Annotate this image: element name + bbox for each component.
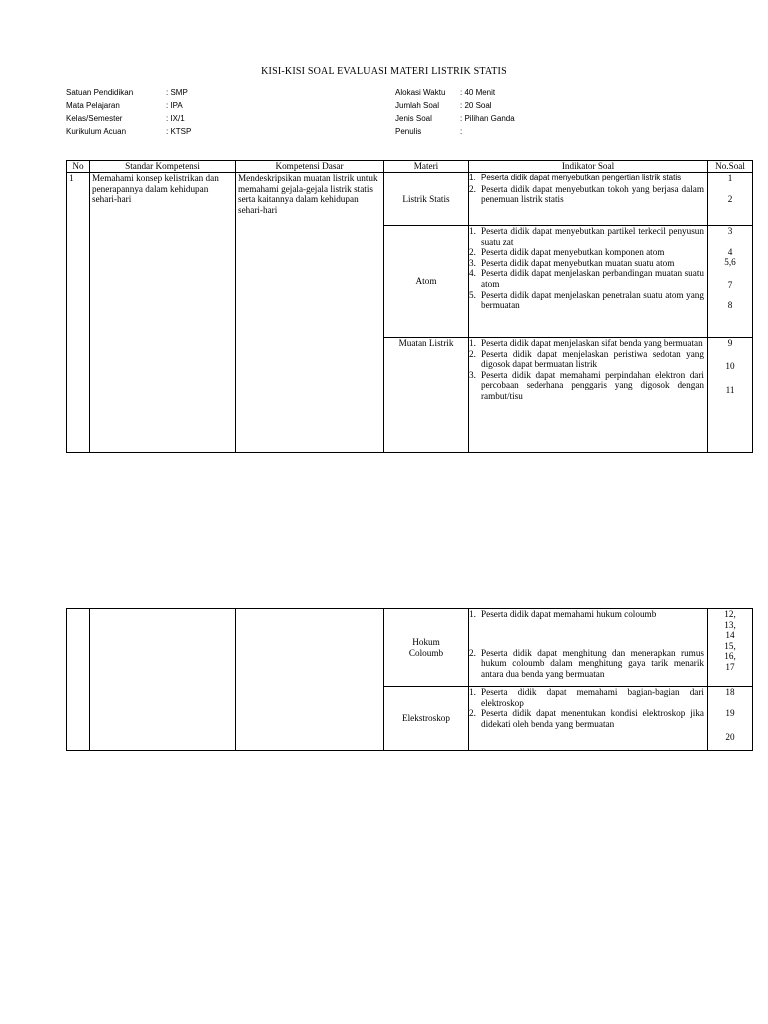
kisi-table-page2 (66, 608, 753, 751)
header-indikator-soal: Indikator Soal (469, 161, 708, 173)
no-soal-value: 18 (725, 687, 735, 697)
indicator-number: 3. (469, 257, 476, 268)
meta-row (395, 125, 515, 138)
no-soal-value: 5,6 (724, 257, 736, 268)
indicator-text: Peserta didik dapat memahami hukum coloumb (481, 609, 657, 619)
indicator-text: Peserta didik dapat menyebutkan partikel terkecil penyusun suatu zat (481, 226, 704, 247)
cell-no-soal (708, 226, 753, 338)
indicator-item (469, 369, 704, 402)
meta-value: : IPA (166, 101, 183, 110)
meta-label: Jumlah Soal (395, 101, 440, 110)
indicator-item (469, 173, 704, 184)
indicator-number: 2. (469, 348, 476, 359)
header-materi: Materi (384, 161, 469, 173)
cell-indikator (469, 226, 708, 338)
meta-row (66, 125, 191, 138)
indicator-text: Peserta didik dapat menyebutkan pengertian listrik statis (481, 173, 682, 182)
indicator-text: Peserta didik dapat menyebutkan tokoh yang berjasa dalam penemuan listrik statis (481, 183, 704, 205)
indicator-number: 2. (469, 247, 476, 258)
indicator-number: 1. (469, 338, 476, 348)
no-soal-value: 7 (727, 279, 733, 290)
indicator-number: 5. (469, 289, 476, 300)
meta-value: : (460, 127, 463, 136)
meta-row (66, 86, 191, 99)
no-soal-value: 3 (727, 226, 733, 236)
indicator-number: 4. (469, 268, 476, 279)
cell-indikator (469, 338, 708, 453)
table-row (67, 609, 753, 687)
indicator-item (469, 338, 704, 349)
no-soal-value: 2 (727, 193, 733, 204)
meta-value: : KTSP (166, 127, 192, 136)
meta-label: Kelas/Semester (66, 114, 123, 123)
header-no: No (67, 161, 90, 173)
indicator-text: Peserta didik dapat menjelaskan penetralan suatu atom yang bermuatan (481, 289, 704, 311)
meta-value: : Pilihan Ganda (460, 114, 515, 123)
table-row (67, 173, 753, 226)
indicator-text: Peserta didik dapat menyebutkan komponen atom (481, 247, 665, 258)
meta-value: : IX/1 (166, 114, 185, 123)
indicator-number: 2. (469, 183, 476, 194)
header-standar-kompetensi: Standar Kompetensi (90, 161, 236, 173)
indicator-item (469, 708, 704, 729)
meta-label: Mata Pelajaran (66, 101, 120, 110)
indicator-text: Peserta didik dapat menentukan kondisi elektroskop jika didekati oleh benda yang bermuatan (481, 708, 704, 729)
cell-no-soal (708, 609, 753, 687)
indicator-text: Peserta didik dapat menjelaskan sifat benda yang bermuatan (481, 338, 703, 348)
cell-no-soal (708, 338, 753, 453)
meta-right (395, 86, 515, 138)
indicator-item (469, 348, 704, 370)
indicator-item (469, 647, 704, 680)
indicator-text: Peserta didik dapat menjelaskan perbandingan muatan suatu atom (481, 268, 704, 289)
meta-value: : SMP (166, 88, 188, 97)
meta-value: : 40 Menit (460, 88, 496, 97)
cell-kompetensi-dasar-empty (236, 609, 384, 751)
no-soal-value: 15, (724, 640, 736, 651)
cell-indikator (469, 687, 708, 751)
no-soal-value: 9 (727, 338, 733, 348)
cell-no-soal (708, 687, 753, 751)
indicator-item (469, 687, 704, 708)
meta-value: : 20 Soal (460, 101, 492, 110)
cell-materi-muatan-listrik: Muatan Listrik (384, 338, 469, 453)
no-soal-value: 11 (725, 385, 735, 396)
indicator-item (469, 268, 704, 289)
meta-row (66, 112, 191, 125)
indicator-text: Peserta didik dapat menjelaskan peristiwa sedotan yang digosok dapat bermuatan listrik (481, 348, 704, 370)
indicator-text: Peserta didik dapat memahami bagian-bagian dari elektroskop (481, 687, 704, 708)
cell-standar-kompetensi-empty (90, 609, 236, 751)
cell-materi-hokum-coloumb: Hokum Coloumb (384, 609, 469, 687)
cell-materi-listrik-statis: Listrik Statis (384, 173, 469, 226)
cell-no-empty (67, 609, 90, 751)
document-title: KISI-KISI SOAL EVALUASI MATERI LISTRIK STATIS (261, 66, 507, 77)
indicator-item (469, 183, 704, 205)
indicator-number: 1. (469, 609, 476, 619)
no-soal-value: 14 (725, 630, 735, 641)
indicator-item (469, 289, 704, 311)
cell-kompetensi-dasar: Mendeskripsikan muatan listrik untuk memahami gejala-gejala listrik statis serta kaitannya dalam kehidupan sehari-hari (236, 173, 384, 453)
no-soal-value: 19 (725, 707, 735, 718)
indicator-item (469, 257, 704, 269)
no-soal-value: 16, (724, 651, 736, 662)
no-soal-value: 17 (725, 661, 735, 672)
meta-row (66, 99, 191, 112)
indicator-text: Peserta didik dapat memahami perpindahan elektron dari percobaan sederhana penggaris yang digosok dengan rambut/tisu (481, 369, 704, 401)
indicator-number: 1. (469, 226, 476, 236)
no-soal-value: 1 (727, 173, 733, 183)
indicator-number: 3. (469, 369, 476, 380)
meta-label: Kurikulum Acuan (66, 127, 127, 136)
meta-row (395, 86, 515, 99)
indicator-number: 1. (469, 687, 476, 697)
header-no-soal: No.Soal (708, 161, 753, 173)
indicator-number: 2. (469, 647, 476, 658)
meta-label: Alokasi Waktu (395, 88, 446, 97)
meta-label: Satuan Pendidikan (66, 88, 134, 97)
meta-row (395, 112, 515, 125)
indicator-number: 2. (469, 708, 476, 719)
header-kompetensi-dasar: Kompetensi Dasar (236, 161, 384, 173)
no-soal-value: 13, (724, 619, 736, 630)
indicator-item (469, 609, 704, 620)
cell-materi-atom: Atom (384, 226, 469, 338)
indicator-item (469, 247, 704, 258)
cell-indikator (469, 609, 708, 687)
cell-materi-elekstroskop: Elekstroskop (384, 687, 469, 751)
table-header-row (67, 161, 753, 173)
meta-left (66, 86, 191, 138)
no-soal-value: 20 (725, 732, 735, 743)
meta-row (395, 99, 515, 112)
indicator-item (469, 226, 704, 247)
cell-no: 1 (67, 173, 90, 453)
cell-indikator (469, 173, 708, 226)
cell-standar-kompetensi: Memahami konsep kelistrikan dan penerapannya dalam kehidupan sehari-hari (90, 173, 236, 453)
cell-no-soal (708, 173, 753, 226)
no-soal-value: 10 (725, 360, 735, 371)
no-soal-value: 8 (727, 300, 733, 311)
indicator-number: 1. (469, 173, 476, 182)
meta-label: Penulis (395, 127, 422, 136)
no-soal-value: 4 (727, 246, 733, 257)
indicator-text: Peserta didik dapat menyebutkan muatan suatu atom (481, 257, 675, 268)
no-soal-value: 12, (724, 609, 736, 619)
meta-label: Jenis Soal (395, 114, 432, 123)
kisi-table-page1 (66, 160, 753, 453)
indicator-text: Peserta didik dapat menghitung dan menerapkan rumus hukum coloumb dalam menghitung gaya tarik menarik antara dua benda yang bermuatan (481, 647, 704, 679)
